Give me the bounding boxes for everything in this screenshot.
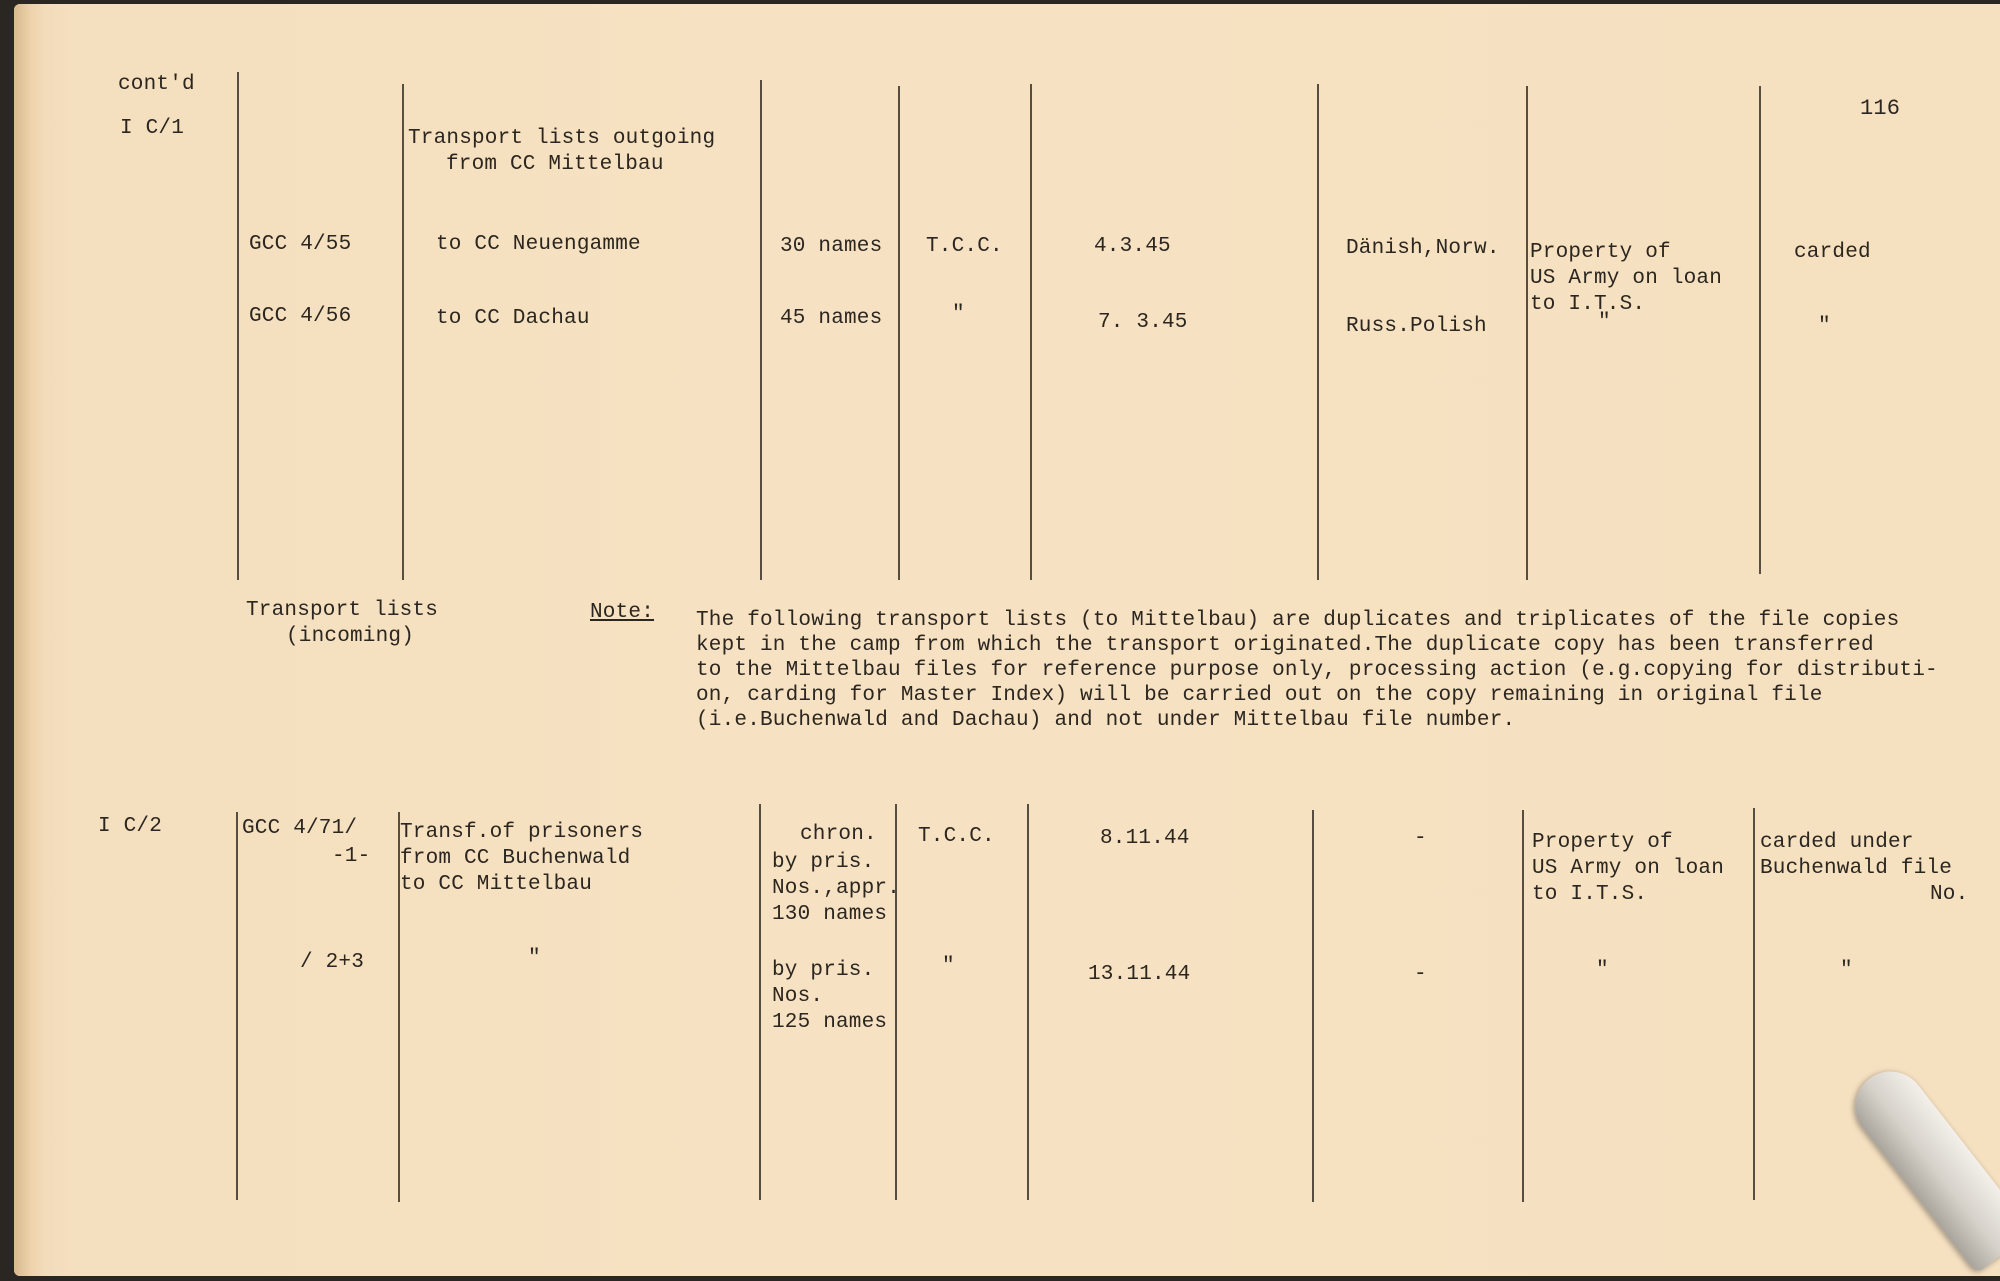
column-rule [759,804,761,1200]
row-type: " [942,955,955,978]
row-description: to CC Dachau [436,307,590,330]
file-number: -1- [332,845,371,868]
section-heading: Transport lists outgoing [408,127,716,150]
note-line: to the Mittelbau files for reference purpose only, processing action (e.g.copying for distributi- [696,659,1938,682]
row-quantity: Nos.,appr. [772,877,901,900]
column-rule [895,804,897,1200]
row-status: carded under [1760,831,1914,854]
file-number: / 2+3 [300,951,365,974]
row-date: 13.11.44 [1088,963,1191,986]
row-description: " [528,947,541,970]
row-status: No. [1930,883,1969,906]
column-rule [760,80,762,580]
row-ownership: to I.T.S. [1530,293,1646,316]
column-rule [1526,86,1528,580]
incoming-label: (incoming) [286,625,415,648]
row-quantity: by pris. [772,851,875,874]
row-description: Transf.of prisoners [400,821,644,844]
row-date: 4.3.45 [1094,235,1171,258]
column-rule [402,84,404,580]
row-type: T.C.C. [926,235,1003,258]
row-description: from CC Buchenwald [400,847,631,870]
row-quantity: 125 names [772,1011,888,1034]
row-nationality: Dänish,Norw. [1346,237,1500,260]
note-label: Note: [590,601,655,624]
row-quantity: Nos. [772,985,824,1008]
column-rule [237,72,239,580]
row-description: to CC Mittelbau [400,873,593,896]
incoming-label: Transport lists [246,599,439,622]
row-description: to CC Neuengamme [436,233,641,256]
row-ownership: " [1596,959,1609,982]
row-nationality: Russ.Polish [1346,315,1487,338]
section-code: I C/1 [120,117,185,140]
row-ownership: US Army on loan [1532,857,1725,880]
row-nationality: - [1414,827,1427,850]
column-rule [1312,810,1314,1202]
column-rule [1030,84,1032,580]
row-type: T.C.C. [918,825,995,848]
contd-label: cont'd [118,73,195,96]
row-ownership: Property of [1532,831,1673,854]
row-date: 7. 3.45 [1098,311,1188,334]
row-status: Buchenwald file [1760,857,1953,880]
file-number: GCC 4/71/ [242,817,358,840]
section-heading: from CC Mittelbau [446,153,664,176]
section-code: I C/2 [98,815,163,838]
note-line: (i.e.Buchenwald and Dachau) and not under Mittelbau file number. [696,709,1516,732]
row-ownership: US Army on loan [1530,267,1723,290]
file-number: GCC 4/55 [249,233,352,256]
row-quantity: 45 names [780,307,883,330]
file-number: GCC 4/56 [249,305,352,328]
note-line: kept in the camp from which the transport originated.The duplicate copy has been transferred [696,634,1874,657]
page-binding-edge [14,4,44,1276]
row-status: " [1818,315,1831,338]
row-ownership: " [1598,311,1611,334]
row-ownership: Property of [1530,241,1671,264]
column-rule [1753,808,1755,1200]
row-status: carded [1794,241,1871,264]
note-line: on, carding for Master Index) will be carried out on the copy remaining in original file [696,684,1823,707]
row-quantity: chron. [800,823,877,846]
note-line: The following transport lists (to Mittelbau) are duplicates and triplicates of the file copies [696,609,1900,632]
row-ownership: to I.T.S. [1532,883,1648,906]
row-date: 8.11.44 [1100,827,1190,850]
column-rule [1759,86,1761,574]
row-quantity: 130 names [772,903,888,926]
column-rule [236,812,238,1200]
row-status: " [1840,959,1853,982]
row-nationality: - [1414,963,1427,986]
column-rule [1317,84,1319,580]
page-number: 116 [1860,96,1901,121]
column-rule [1027,804,1029,1200]
letter-opener [1841,1057,2000,1273]
row-quantity: 30 names [780,235,883,258]
column-rule [898,86,900,580]
row-quantity: by pris. [772,959,875,982]
ledger-page [14,4,2000,1276]
row-type: " [952,303,965,326]
column-rule [1522,810,1524,1202]
